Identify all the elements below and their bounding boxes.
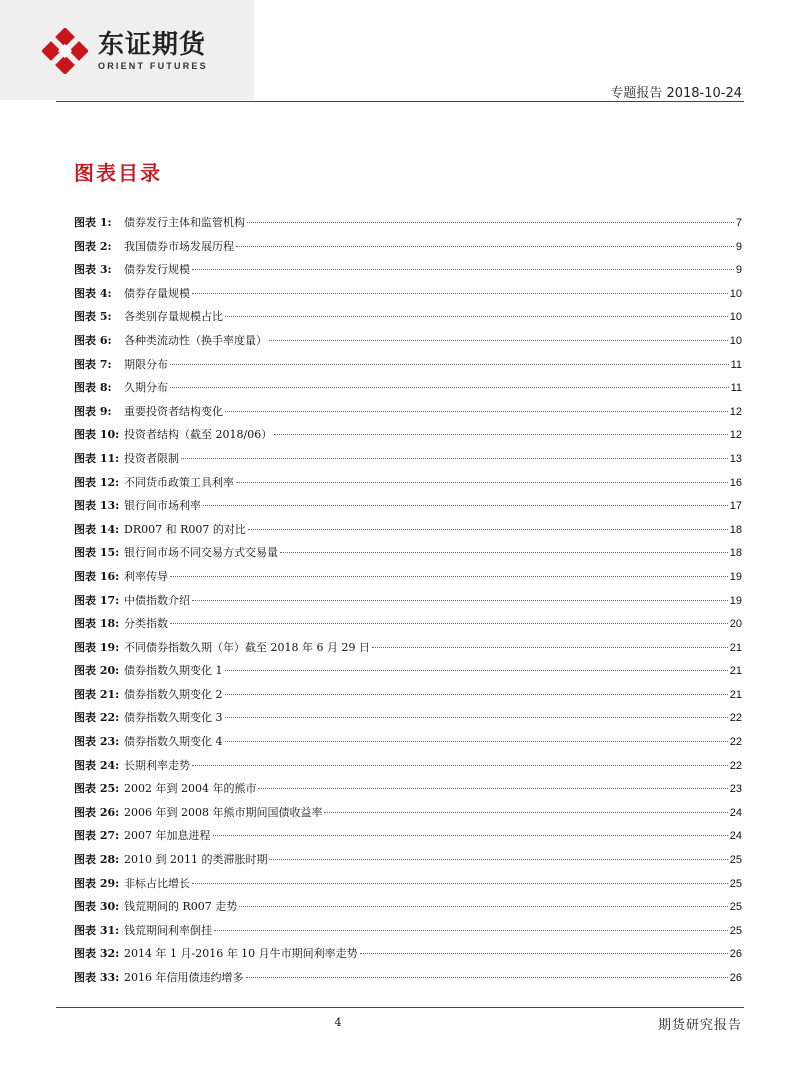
toc-entry-label: 图表 1:: [74, 216, 112, 229]
toc-entry-page: 10: [729, 287, 742, 300]
toc-dot-leader: [239, 906, 727, 907]
toc-entry-label: 图表 9:: [74, 404, 112, 418]
toc-entry-label: 图表 10:: [74, 428, 120, 442]
toc-entry-title: 我国债券市场发展历程: [124, 239, 234, 253]
toc-entry-title: 债券发行主体和监管机构: [124, 216, 245, 229]
toc-entry-page: 7: [735, 217, 742, 229]
toc-entry-page: 21: [729, 665, 742, 678]
toc-dot-leader: [192, 600, 728, 601]
orient-futures-logo-icon: [42, 28, 88, 74]
toc-entry[interactable]: [74, 546, 742, 570]
toc-entry-title: 2007 年加息进程: [124, 829, 211, 843]
toc-entry[interactable]: [74, 499, 742, 523]
toc-entry-page: 17: [729, 500, 742, 513]
toc-entry-label: 图表 15:: [74, 546, 120, 560]
toc-entry[interactable]: [74, 405, 742, 429]
toc-entry-label: 图表 30:: [74, 900, 120, 914]
toc-entry-title: 非标占比增长: [124, 876, 190, 890]
toc-entry[interactable]: [74, 806, 742, 830]
toc-entry-title: 各种类流动性（换手率度量）: [124, 333, 267, 347]
toc-dot-leader: [269, 859, 727, 860]
toc-entry-title: 钱荒期间的 R007 走势: [124, 900, 238, 914]
toc-entry-title: 2010 到 2011 的类滞胀时期: [124, 853, 268, 867]
toc-entry-page: 9: [735, 240, 742, 253]
toc-entry-label: 图表 14:: [74, 522, 120, 536]
toc-dot-leader: [192, 269, 734, 270]
toc-entry-title: 银行间市场利率: [124, 499, 201, 513]
toc-entry-label: 图表 27:: [74, 829, 120, 843]
toc-entry-page: 25: [729, 901, 742, 914]
toc-entry[interactable]: [74, 287, 742, 311]
toc-entry-title: 钱荒期间利率倒挂: [124, 923, 212, 937]
toc-entry-title: DR007 和 R007 的对比: [124, 522, 246, 536]
toc-entry[interactable]: [74, 310, 742, 334]
toc-entry[interactable]: [74, 829, 742, 853]
toc-entry-label: 图表 16:: [74, 569, 120, 583]
toc-entry-page: 26: [729, 948, 742, 961]
toc-entry-page: 22: [729, 736, 742, 749]
toc-dot-leader: [170, 576, 728, 577]
toc-dot-leader: [225, 717, 728, 718]
toc-entry-page: 9: [735, 264, 742, 277]
toc-entry-title: 投资者限制: [124, 451, 179, 465]
toc-entry-page: 16: [729, 476, 742, 489]
toc-entry[interactable]: [74, 428, 742, 452]
toc-entry-title: 2014 年 1 月-2016 年 10 月牛市期间利率走势: [124, 947, 358, 961]
toc-entry-title: 2016 年信用债违约增多: [124, 971, 244, 984]
toc-entry[interactable]: [74, 570, 742, 594]
toc-entry[interactable]: [74, 240, 742, 264]
toc-dot-leader: [213, 835, 728, 836]
brand-logo: [42, 28, 208, 74]
toc-entry-page: 25: [729, 924, 742, 937]
toc-entry[interactable]: [74, 617, 742, 641]
toc-entry[interactable]: [74, 688, 742, 712]
toc-dot-leader: [181, 458, 728, 459]
toc-entry[interactable]: [74, 334, 742, 358]
toc-entry[interactable]: [74, 782, 742, 806]
toc-entry[interactable]: [74, 947, 742, 971]
toc-entry-label: 图表 5:: [74, 310, 112, 324]
footer-divider: [56, 1007, 744, 1008]
toc-dot-leader: [258, 788, 727, 789]
toc-entry[interactable]: [74, 358, 742, 382]
toc-entry-title: 中债指数介绍: [124, 593, 190, 607]
report-info: 专题报告 2018-10-24: [610, 86, 742, 101]
toc-entry-page: 22: [729, 712, 742, 725]
toc-dot-leader: [192, 883, 728, 884]
toc-entry[interactable]: [74, 664, 742, 688]
toc-entry-label: 图表 2:: [74, 239, 112, 253]
toc-dot-leader: [225, 694, 728, 695]
toc-entry-label: 图表 12:: [74, 475, 120, 489]
toc-entry-title: 2006 年到 2008 年熊市期间国债收益率: [124, 805, 323, 819]
toc-entry-label: 图表 13:: [74, 499, 120, 513]
toc-dot-leader: [269, 340, 728, 341]
toc-dot-leader: [170, 364, 729, 365]
toc-entry-label: 图表 17:: [74, 593, 120, 607]
toc-entry[interactable]: [74, 381, 742, 405]
toc-entry-page: 10: [729, 311, 742, 324]
toc-entry-title: 债券指数久期变化 4: [124, 735, 223, 749]
toc-dot-leader: [170, 387, 729, 388]
toc-entry-page: 18: [729, 523, 742, 536]
toc-entry-label: 图表 6:: [74, 333, 112, 347]
toc-entry[interactable]: [74, 877, 742, 901]
toc-entry-title: 2002 年到 2004 年的熊市: [124, 782, 257, 796]
toc-entry-label: 图表 25:: [74, 782, 120, 796]
toc-entry-label: 图表 11:: [74, 451, 120, 465]
toc-dot-leader: [248, 529, 728, 530]
toc-entry-page: 20: [729, 618, 742, 631]
toc-dot-leader: [280, 552, 728, 553]
toc-entry[interactable]: [74, 759, 742, 783]
toc-entry-page: 13: [729, 452, 742, 465]
toc-entry-label: 图表 29:: [74, 876, 120, 890]
toc-dot-leader: [274, 434, 728, 435]
toc-entry-label: 图表 20:: [74, 664, 120, 678]
toc-dot-leader: [236, 482, 728, 483]
toc-dot-leader: [236, 246, 734, 247]
toc-entry[interactable]: [74, 641, 742, 665]
toc-entry-page: 25: [729, 877, 742, 890]
toc-entry-label: 图表 4:: [74, 286, 112, 300]
toc-dot-leader: [192, 293, 728, 294]
toc-entry[interactable]: [74, 523, 742, 547]
toc-entry[interactable]: [74, 900, 742, 924]
toc-entry-page: 21: [729, 688, 742, 701]
toc-entry-page: 25: [729, 854, 742, 867]
toc-entry-page: 18: [729, 547, 742, 560]
toc-entry-page: 12: [729, 429, 742, 442]
toc-entry-title: 不同债券指数久期（年）截至 2018 年 6 月 29 日: [124, 640, 370, 654]
toc-entry-title: 债券发行规模: [124, 263, 190, 277]
toc-entry-title: 投资者结构（截至 2018/06）: [124, 428, 273, 442]
toc-entry-page: 10: [729, 334, 742, 347]
toc-entry-label: 图表 31:: [74, 923, 120, 937]
toc-entry-page: 23: [729, 783, 742, 796]
toc-entry-label: 图表 33:: [74, 971, 120, 984]
toc-entry[interactable]: [74, 971, 742, 995]
toc-entry-title: 重要投资者结构变化: [124, 404, 223, 418]
toc-dot-leader: [360, 953, 728, 954]
toc-entry-label: 图表 28:: [74, 853, 120, 867]
toc-entry-label: 图表 8:: [74, 381, 112, 395]
toc-entry-label: 图表 3:: [74, 263, 112, 277]
toc-entry-title: 债券指数久期变化 3: [124, 711, 223, 725]
toc-entry-page: 24: [729, 830, 742, 843]
toc-entry-title: 债券存量规模: [124, 286, 190, 300]
toc-entry-label: 图表 26:: [74, 805, 120, 819]
toc-dot-leader: [170, 623, 728, 624]
page-number: 4: [334, 1016, 342, 1029]
toc-entry-page: 21: [729, 641, 742, 654]
toc-entry[interactable]: [74, 263, 742, 287]
toc-entry-label: 图表 23:: [74, 735, 120, 749]
header-divider: [56, 101, 744, 102]
toc-entry-label: 图表 32:: [74, 947, 120, 961]
toc-entry-page: 11: [730, 382, 742, 395]
toc-dot-leader: [225, 411, 728, 412]
report-type: 期货研究报告: [657, 1018, 742, 1033]
toc-entry-title: 债券指数久期变化 1: [124, 664, 223, 678]
toc-entry[interactable]: [74, 452, 742, 476]
toc-entry-title: 银行间市场不同交易方式交易量: [124, 546, 278, 560]
page-title: 图表目录: [74, 161, 162, 185]
toc-entry-page: 22: [729, 759, 742, 772]
brand-name-en: ORIENT FUTURES: [98, 61, 208, 71]
toc-entry[interactable]: [74, 476, 742, 500]
toc-entry-page: 19: [729, 570, 742, 583]
toc-entry-page: 19: [729, 594, 742, 607]
toc-entry-label: 图表 18:: [74, 617, 120, 631]
toc-entry[interactable]: [74, 711, 742, 735]
toc-entry-title: 不同货币政策工具利率: [124, 475, 234, 489]
toc-dot-leader: [372, 647, 728, 648]
toc-entry[interactable]: [74, 924, 742, 948]
toc-entry-page: 12: [729, 405, 742, 418]
toc-entry-title: 久期分布: [124, 381, 168, 395]
toc-entry[interactable]: [74, 594, 742, 618]
toc-dot-leader: [324, 812, 727, 813]
toc-dot-leader: [214, 930, 728, 931]
toc-dot-leader: [192, 765, 728, 766]
toc-entry[interactable]: [74, 853, 742, 877]
toc-entry[interactable]: [74, 735, 742, 759]
toc-entry-title: 期限分布: [124, 357, 168, 371]
toc-entry-label: 图表 24:: [74, 758, 120, 772]
brand-name-cn: 东证期货: [98, 30, 207, 60]
toc-entry[interactable]: [74, 216, 742, 240]
toc-dot-leader: [203, 505, 728, 506]
toc-entry-label: 图表 19:: [74, 640, 120, 654]
toc-entry-title: 分类指数: [124, 617, 168, 631]
toc-entry-label: 图表 22:: [74, 711, 120, 725]
toc-dot-leader: [246, 977, 728, 978]
table-of-figures: [74, 216, 742, 995]
toc-entry-page: 24: [729, 806, 742, 819]
toc-entry-title: 利率传导: [124, 569, 168, 583]
toc-entry-label: 图表 21:: [74, 687, 120, 701]
toc-dot-leader: [225, 741, 728, 742]
toc-dot-leader: [225, 316, 728, 317]
toc-entry-label: 图表 7:: [74, 357, 112, 371]
toc-dot-leader: [225, 670, 728, 671]
toc-dot-leader: [247, 222, 734, 223]
toc-entry-title: 债券指数久期变化 2: [124, 687, 223, 701]
toc-entry-title: 各类别存量规模占比: [124, 310, 223, 324]
toc-entry-page: 11: [730, 358, 742, 371]
toc-entry-title: 长期利率走势: [124, 758, 190, 772]
toc-entry-page: 26: [729, 972, 742, 984]
